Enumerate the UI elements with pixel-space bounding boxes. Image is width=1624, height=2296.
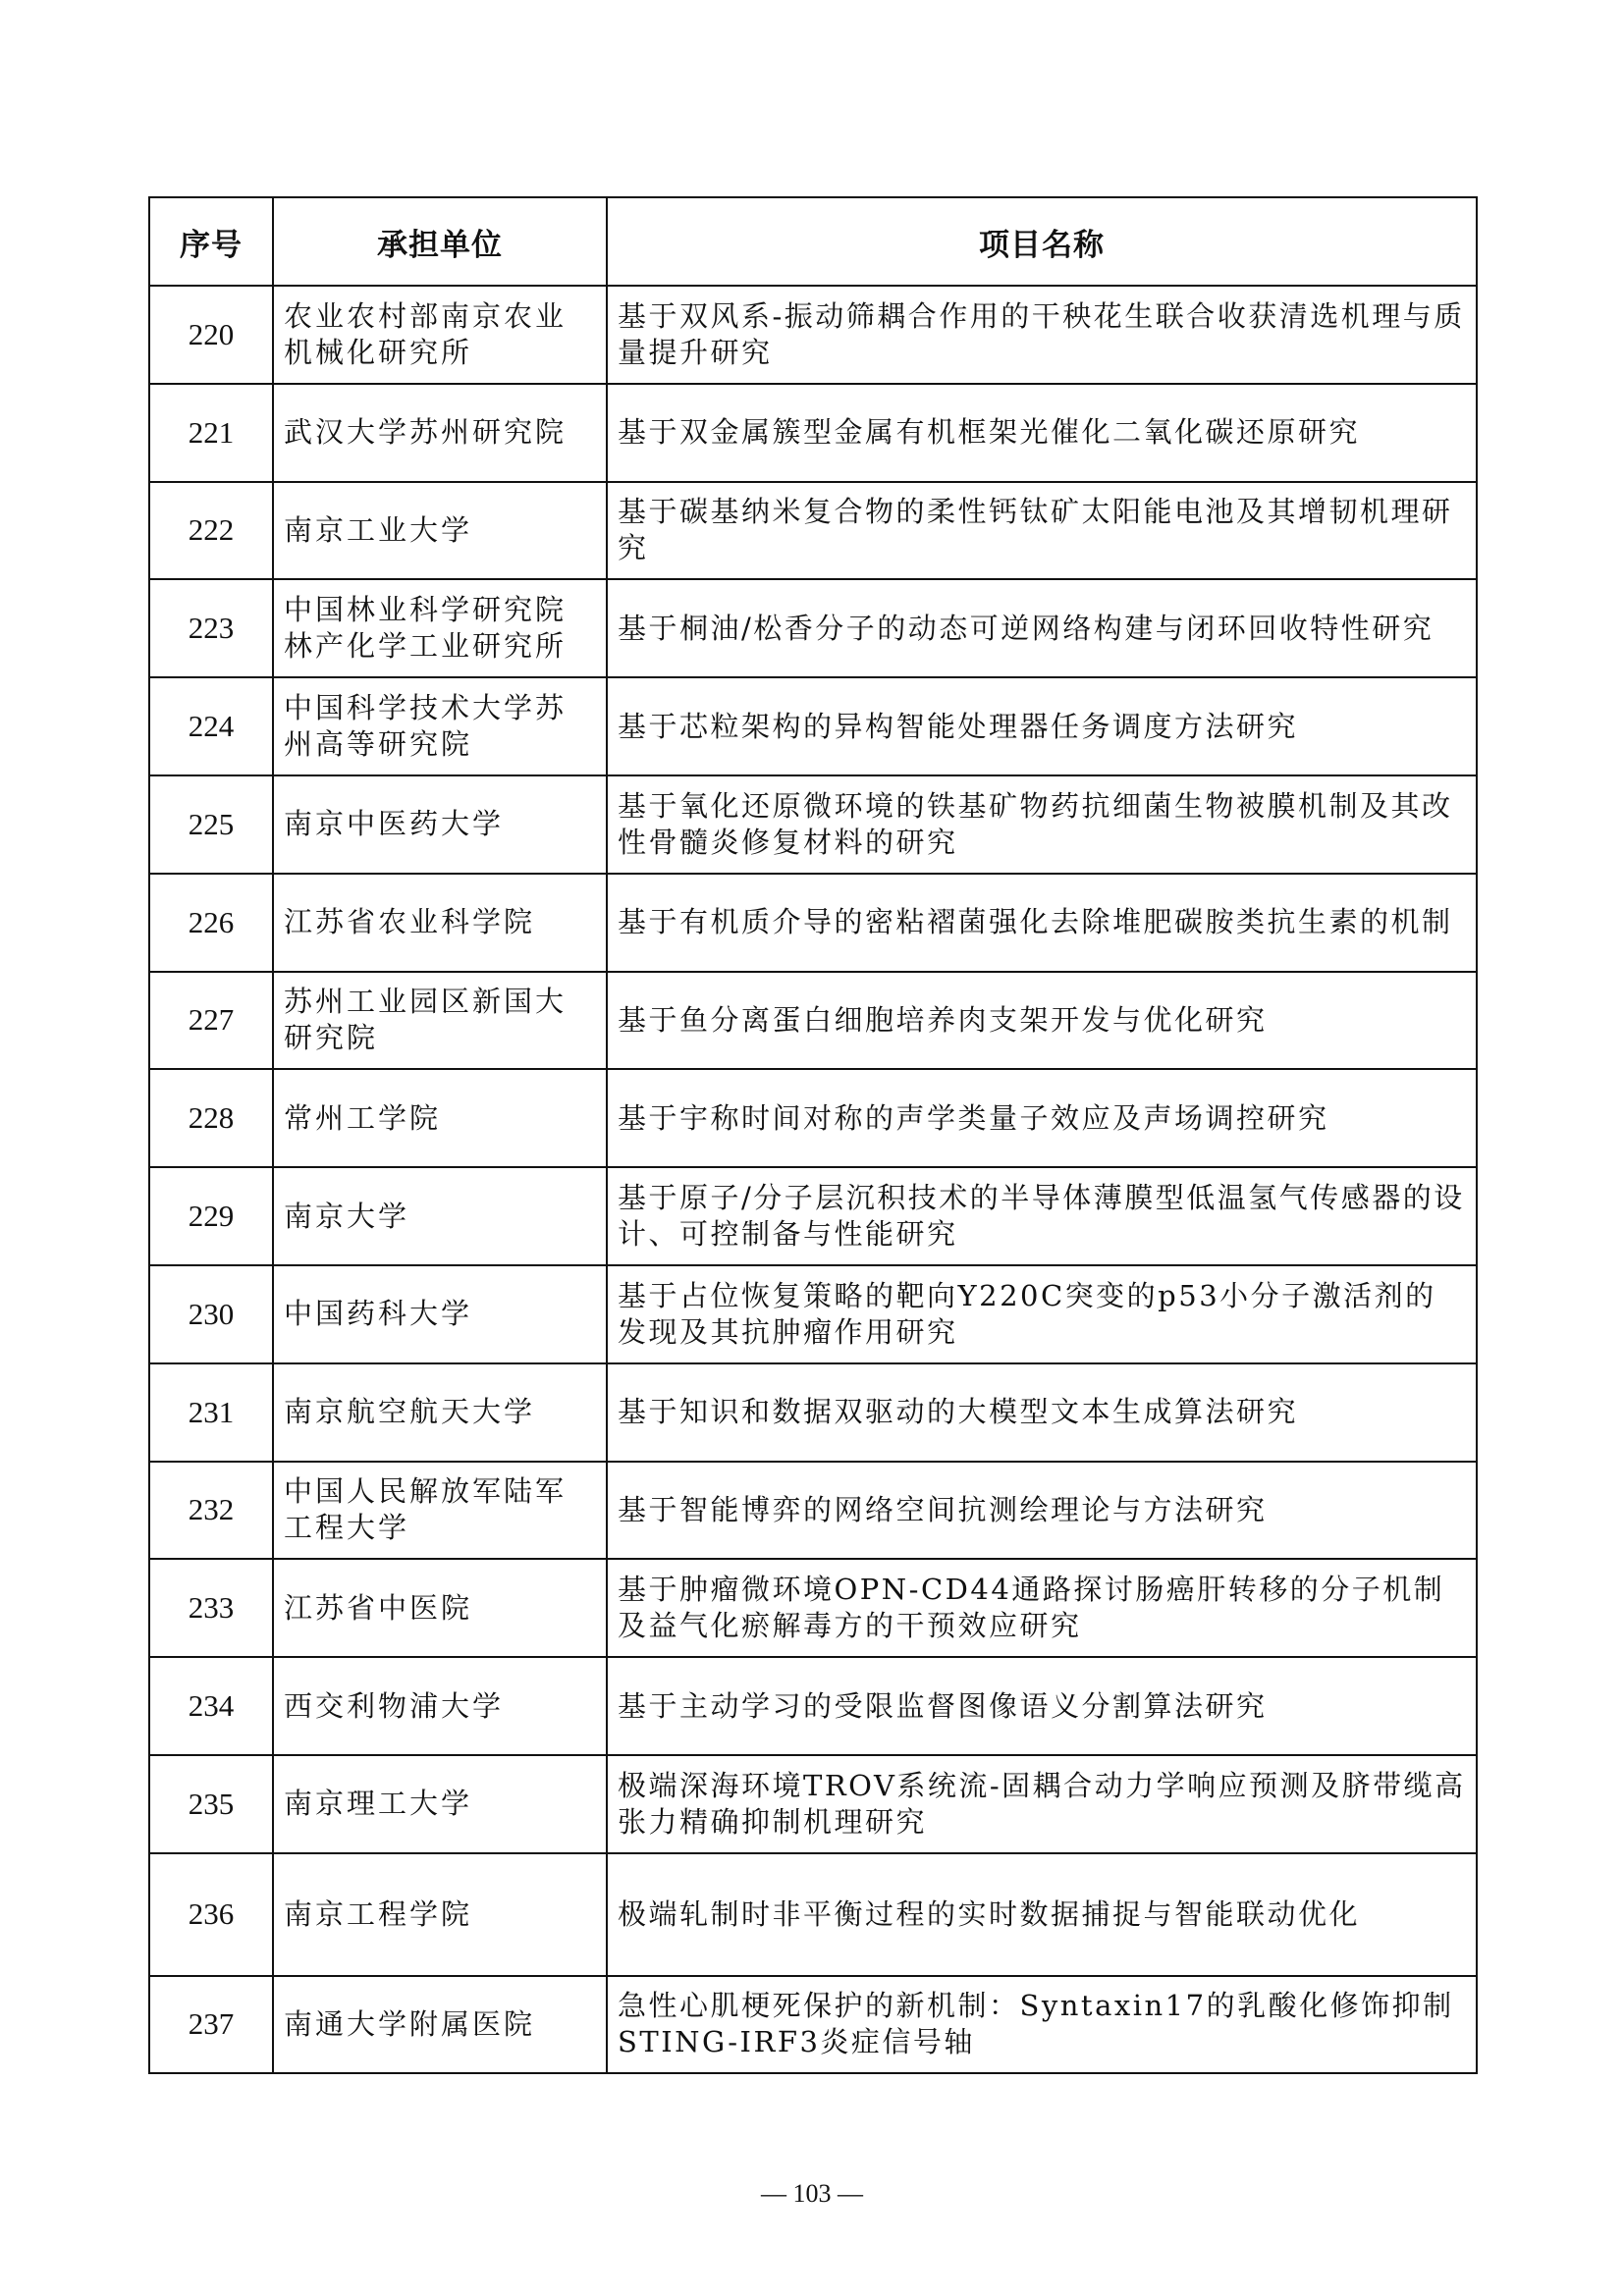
row-number: 229 xyxy=(149,1167,273,1265)
row-number: 221 xyxy=(149,384,273,482)
table-row xyxy=(149,1462,1477,1560)
row-number: 222 xyxy=(149,482,273,580)
row-project-name: 基于肿瘤微环境OPN-CD44通路探讨肠癌肝转移的分子机制及益气化瘀解毒方的干预效应研究 xyxy=(607,1559,1477,1657)
row-number: 236 xyxy=(149,1853,273,1976)
page-number: — 103 — xyxy=(761,2179,863,2208)
row-number: 226 xyxy=(149,874,273,972)
header-no: 序号 xyxy=(149,197,273,286)
table-header-row xyxy=(149,197,1477,286)
row-project-name: 基于宇称时间对称的声学类量子效应及声场调控研究 xyxy=(607,1069,1477,1167)
row-unit: 南通大学附属医院 xyxy=(273,1976,607,2073)
row-unit: 南京中医药大学 xyxy=(273,775,607,874)
row-number: 220 xyxy=(149,286,273,384)
row-unit: 中国药科大学 xyxy=(273,1265,607,1363)
row-project-name: 基于原子/分子层沉积技术的半导体薄膜型低温氢气传感器的设计、可控制备与性能研究 xyxy=(607,1167,1477,1265)
row-project-name: 基于智能博弈的网络空间抗测绘理论与方法研究 xyxy=(607,1462,1477,1560)
row-unit: 西交利物浦大学 xyxy=(273,1657,607,1755)
row-number: 234 xyxy=(149,1657,273,1755)
table-row xyxy=(149,1976,1477,2073)
row-unit: 南京大学 xyxy=(273,1167,607,1265)
header-name: 项目名称 xyxy=(607,197,1477,286)
row-project-name: 基于双风系-振动筛耦合作用的干秧花生联合收获清选机理与质量提升研究 xyxy=(607,286,1477,384)
row-unit: 南京航空航天大学 xyxy=(273,1363,607,1462)
row-number: 231 xyxy=(149,1363,273,1462)
row-unit: 南京工业大学 xyxy=(273,482,607,580)
row-project-name: 急性心肌梗死保护的新机制：Syntaxin17的乳酸化修饰抑制STING-IRF3炎症信号轴 xyxy=(607,1976,1477,2073)
row-project-name: 基于知识和数据双驱动的大模型文本生成算法研究 xyxy=(607,1363,1477,1462)
row-project-name: 基于桐油/松香分子的动态可逆网络构建与闭环回收特性研究 xyxy=(607,579,1477,677)
header-unit: 承担单位 xyxy=(273,197,607,286)
project-table xyxy=(148,196,1478,2074)
row-number: 224 xyxy=(149,677,273,775)
row-project-name: 极端深海环境TROV系统流-固耦合动力学响应预测及脐带缆高张力精确抑制机理研究 xyxy=(607,1755,1477,1853)
table-row xyxy=(149,482,1477,580)
row-number: 225 xyxy=(149,775,273,874)
row-number: 233 xyxy=(149,1559,273,1657)
row-project-name: 基于占位恢复策略的靶向Y220C突变的p53小分子激活剂的发现及其抗肿瘤作用研究 xyxy=(607,1265,1477,1363)
row-unit: 南京理工大学 xyxy=(273,1755,607,1853)
row-number: 227 xyxy=(149,972,273,1070)
row-unit: 苏州工业园区新国大研究院 xyxy=(273,972,607,1070)
table-row xyxy=(149,286,1477,384)
row-unit: 南京工程学院 xyxy=(273,1853,607,1976)
row-project-name: 基于鱼分离蛋白细胞培养肉支架开发与优化研究 xyxy=(607,972,1477,1070)
row-project-name: 极端轧制时非平衡过程的实时数据捕捉与智能联动优化 xyxy=(607,1853,1477,1976)
table-row xyxy=(149,384,1477,482)
table-row xyxy=(149,1657,1477,1755)
row-project-name: 基于氧化还原微环境的铁基矿物药抗细菌生物被膜机制及其改性骨髓炎修复材料的研究 xyxy=(607,775,1477,874)
row-unit: 江苏省中医院 xyxy=(273,1559,607,1657)
row-number: 235 xyxy=(149,1755,273,1853)
table-row xyxy=(149,874,1477,972)
table-row xyxy=(149,1069,1477,1167)
table-row xyxy=(149,1853,1477,1976)
table-row xyxy=(149,775,1477,874)
row-project-name: 基于主动学习的受限监督图像语义分割算法研究 xyxy=(607,1657,1477,1755)
table-row xyxy=(149,677,1477,775)
row-project-name: 基于芯粒架构的异构智能处理器任务调度方法研究 xyxy=(607,677,1477,775)
table-row xyxy=(149,1167,1477,1265)
table-row xyxy=(149,1363,1477,1462)
row-number: 228 xyxy=(149,1069,273,1167)
row-unit: 武汉大学苏州研究院 xyxy=(273,384,607,482)
row-number: 237 xyxy=(149,1976,273,2073)
row-unit: 中国科学技术大学苏州高等研究院 xyxy=(273,677,607,775)
table-row xyxy=(149,1755,1477,1853)
row-project-name: 基于有机质介导的密粘褶菌强化去除堆肥碳胺类抗生素的机制 xyxy=(607,874,1477,972)
table-row xyxy=(149,972,1477,1070)
row-number: 223 xyxy=(149,579,273,677)
table-body xyxy=(149,286,1477,2073)
row-number: 232 xyxy=(149,1462,273,1560)
table-row xyxy=(149,1559,1477,1657)
row-unit: 中国林业科学研究院林产化学工业研究所 xyxy=(273,579,607,677)
row-unit: 常州工学院 xyxy=(273,1069,607,1167)
table-row xyxy=(149,579,1477,677)
row-unit: 江苏省农业科学院 xyxy=(273,874,607,972)
row-unit: 农业农村部南京农业机械化研究所 xyxy=(273,286,607,384)
row-unit: 中国人民解放军陆军工程大学 xyxy=(273,1462,607,1560)
table-row xyxy=(149,1265,1477,1363)
row-number: 230 xyxy=(149,1265,273,1363)
row-project-name: 基于碳基纳米复合物的柔性钙钛矿太阳能电池及其增韧机理研究 xyxy=(607,482,1477,580)
row-project-name: 基于双金属簇型金属有机框架光催化二氧化碳还原研究 xyxy=(607,384,1477,482)
